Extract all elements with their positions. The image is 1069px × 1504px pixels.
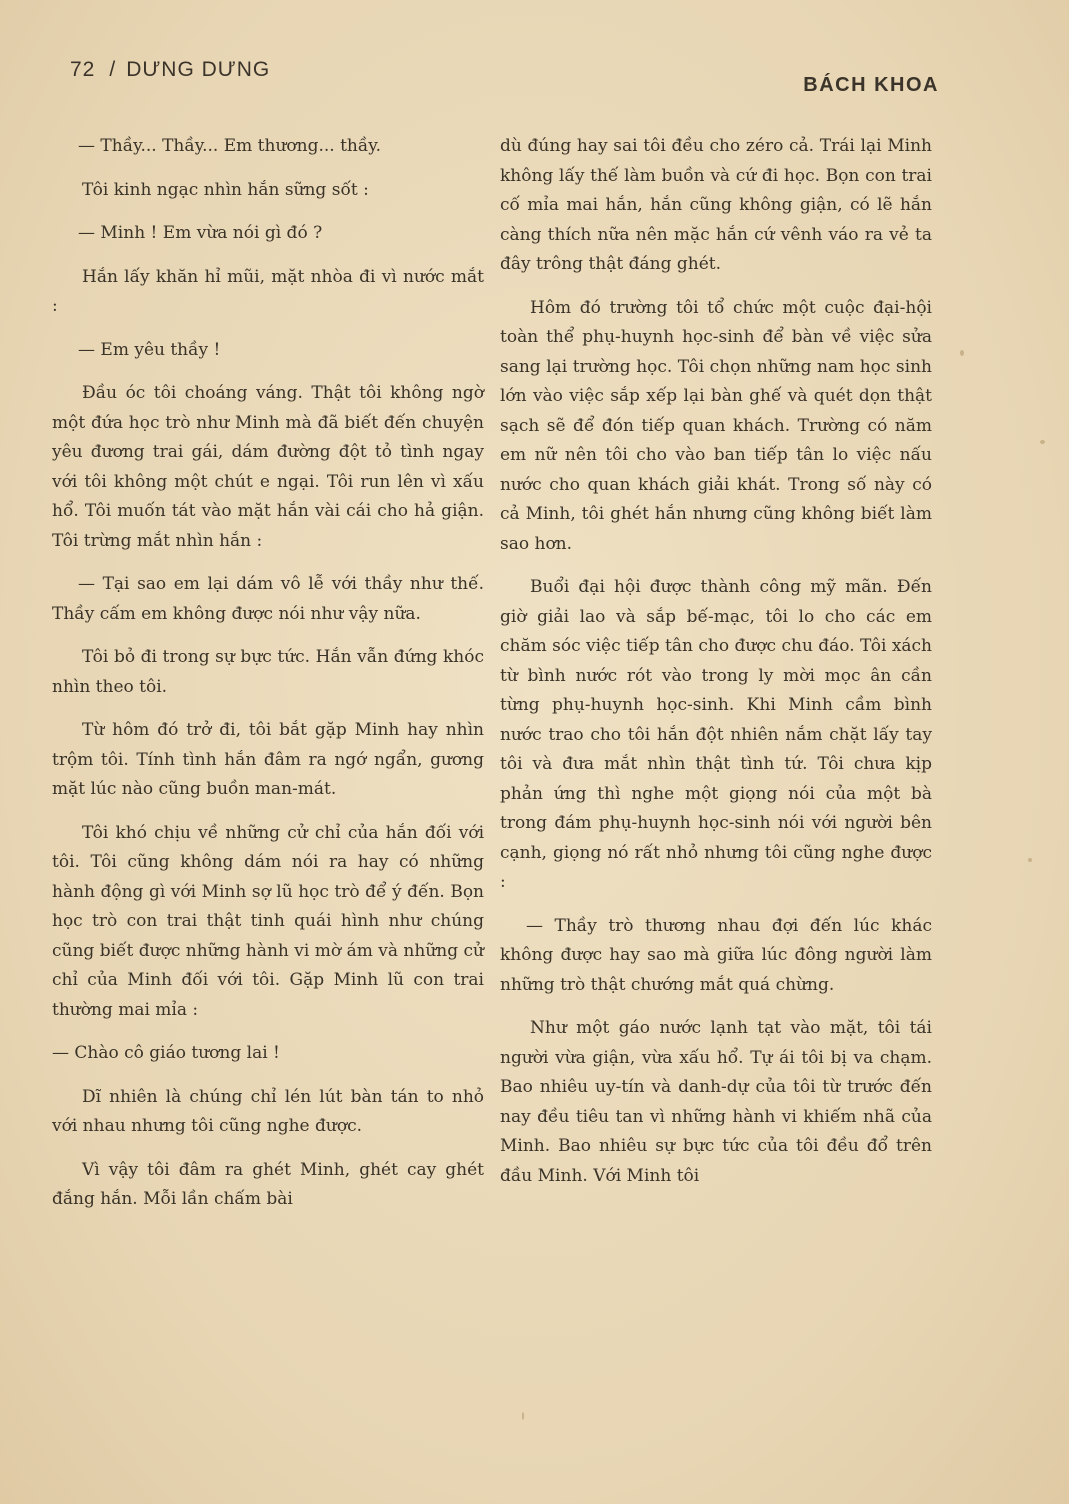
paragraph: — Thầy... Thầy... Em thương... thầy. — [78, 136, 382, 156]
paragraph: Vì vậy tôi đâm ra ghét Minh, ghét cay ghét đắng hắn. Mỗi lần chấm bài — [52, 1159, 484, 1209]
paragraph: Hắn lấy khăn hỉ mũi, mặt nhòa đi vì nước mắt : — [52, 266, 484, 316]
paragraph: Như một gáo nước lạnh tạt vào mặt, tôi tái người vừa giận, vừa xấu hổ. Tự ái tôi bị va chạm. Bao nhiêu uy-tín và danh-dự của tôi từ trước đến nay đều tiêu tan vì những hành vi khiếm nhã của Minh. Bao nhiêu sự bực tức của tôi đều đổ trên đầu Minh. Với Minh tôi — [500, 1018, 932, 1186]
magazine-title: BÁCH KHOA — [803, 74, 939, 96]
paragraph: Tôi bỏ đi trong sự bực tức. Hắn vẫn đứng khóc nhìn theo tôi. — [52, 647, 484, 697]
right-text-column — [500, 132, 932, 1205]
separator-slash: / — [109, 58, 117, 81]
paragraph: Từ hôm đó trở đi, tôi bắt gặp Minh hay nhìn trộm tôi. Tính tình hắn đâm ra ngớ ngẩn, gương mặt lúc nào cũng buồn man-mát. — [52, 720, 484, 799]
paper-speck — [522, 1412, 524, 1420]
running-header — [70, 58, 939, 98]
paragraph: dù đúng hay sai tôi đều cho zéro cả. Trái lại Minh không lấy thế làm buồn và cứ đi học. Bọn con trai cố mỉa mai hắn, hắn cũng không giận, có lẽ hắn càng thích nữa nên mặc hắn cứ vênh váo ra vẻ ta đây trông thật đáng ghét. — [500, 136, 932, 274]
paragraph: — Tại sao em lại dám vô lễ với thầy như thế. Thầy cấm em không được nói như vậy nữa. — [52, 574, 484, 624]
paragraph: — Em yêu thầy ! — [78, 339, 221, 360]
paragraph: Hôm đó trường tôi tổ chức một cuộc đại-hội toàn thể phụ-huynh học-sinh để bàn về việc sửa sang lại trường học. Tôi chọn những nam học sinh lớn vào việc sắp xếp lại bàn ghế và quét dọn thật sạch sẽ để đón tiếp quan khách. Trường có năm em nữ nên tôi cho vào ban tiếp tân lo việc nấu nước cho quan khách giải khát. Trong số này có cả Minh, tôi ghét hắn nhưng cũng không biết làm sao hơn. — [500, 297, 932, 554]
left-text-column — [52, 132, 484, 1229]
paper-speck — [1040, 440, 1045, 444]
paper-speck — [1028, 858, 1032, 862]
paragraph: — Minh ! Em vừa nói gì đó ? — [78, 223, 323, 243]
paragraph: Đầu óc tôi choáng váng. Thật tôi không ngờ một đứa học trò như Minh mà đã biết đến chuyện yêu đương trai gái, dám đường đột tỏ tình ngay với tôi không một chút e ngại. Tôi run lên vì xấu hổ. Tôi muốn tát vào mặt hắn vài cái cho hả giận. Tôi trừng mắt nhìn hắn : — [52, 383, 484, 551]
paragraph: Buổi đại hội được thành công mỹ mãn. Đến giờ giải lao và sắp bế-mạc, tôi lo cho các em chăm sóc việc tiếp tân cho được chu đáo. Tôi xách từ bình nước rót vào trong ly mời mọc ân cần từng phụ-huynh học-sinh. Khi Minh cầm bình nước trao cho tôi hắn đột nhiên nắm chặt lấy tay tôi và đưa mắt nhìn thật tình tứ. Tôi chưa kịp phản ứng thì nghe một giọng nói của một bà trong đám phụ-huynh học-sinh nói với người bên cạnh, giọng nó rất nhỏ nhưng tôi cũng nghe được : — [500, 577, 933, 892]
paragraph: — Chào cô giáo tương lai ! — [52, 1043, 280, 1063]
page-folio — [70, 58, 270, 82]
paragraph: — Thầy trò thương nhau đợi đến lúc khác không được hay sao mà giữa lúc đông người làm những trò thật chướng mắt quá chừng. — [500, 915, 932, 995]
paragraph: Dĩ nhiên là chúng chỉ lén lút bàn tán to nhỏ với nhau nhưng tôi cũng nghe được. — [52, 1086, 484, 1136]
page-number: 72 — [70, 58, 96, 81]
section-title: DƯNG DƯNG — [126, 58, 271, 81]
paragraph: Tôi khó chịu về những cử chỉ của hắn đối với tôi. Tôi cũng không dám nói ra hay có những hành động gì với Minh sợ lũ học trò để ý đến. Bọn học trò con trai thật tinh quái hình như chúng cũng biết được những hành vi mờ ám và những cử chỉ của Minh đối với tôi. Gặp Minh lũ con trai thường mai mỉa : — [52, 822, 484, 1020]
paragraph: Tôi kinh ngạc nhìn hắn sững sốt : — [82, 179, 369, 200]
paper-speck — [960, 350, 964, 356]
